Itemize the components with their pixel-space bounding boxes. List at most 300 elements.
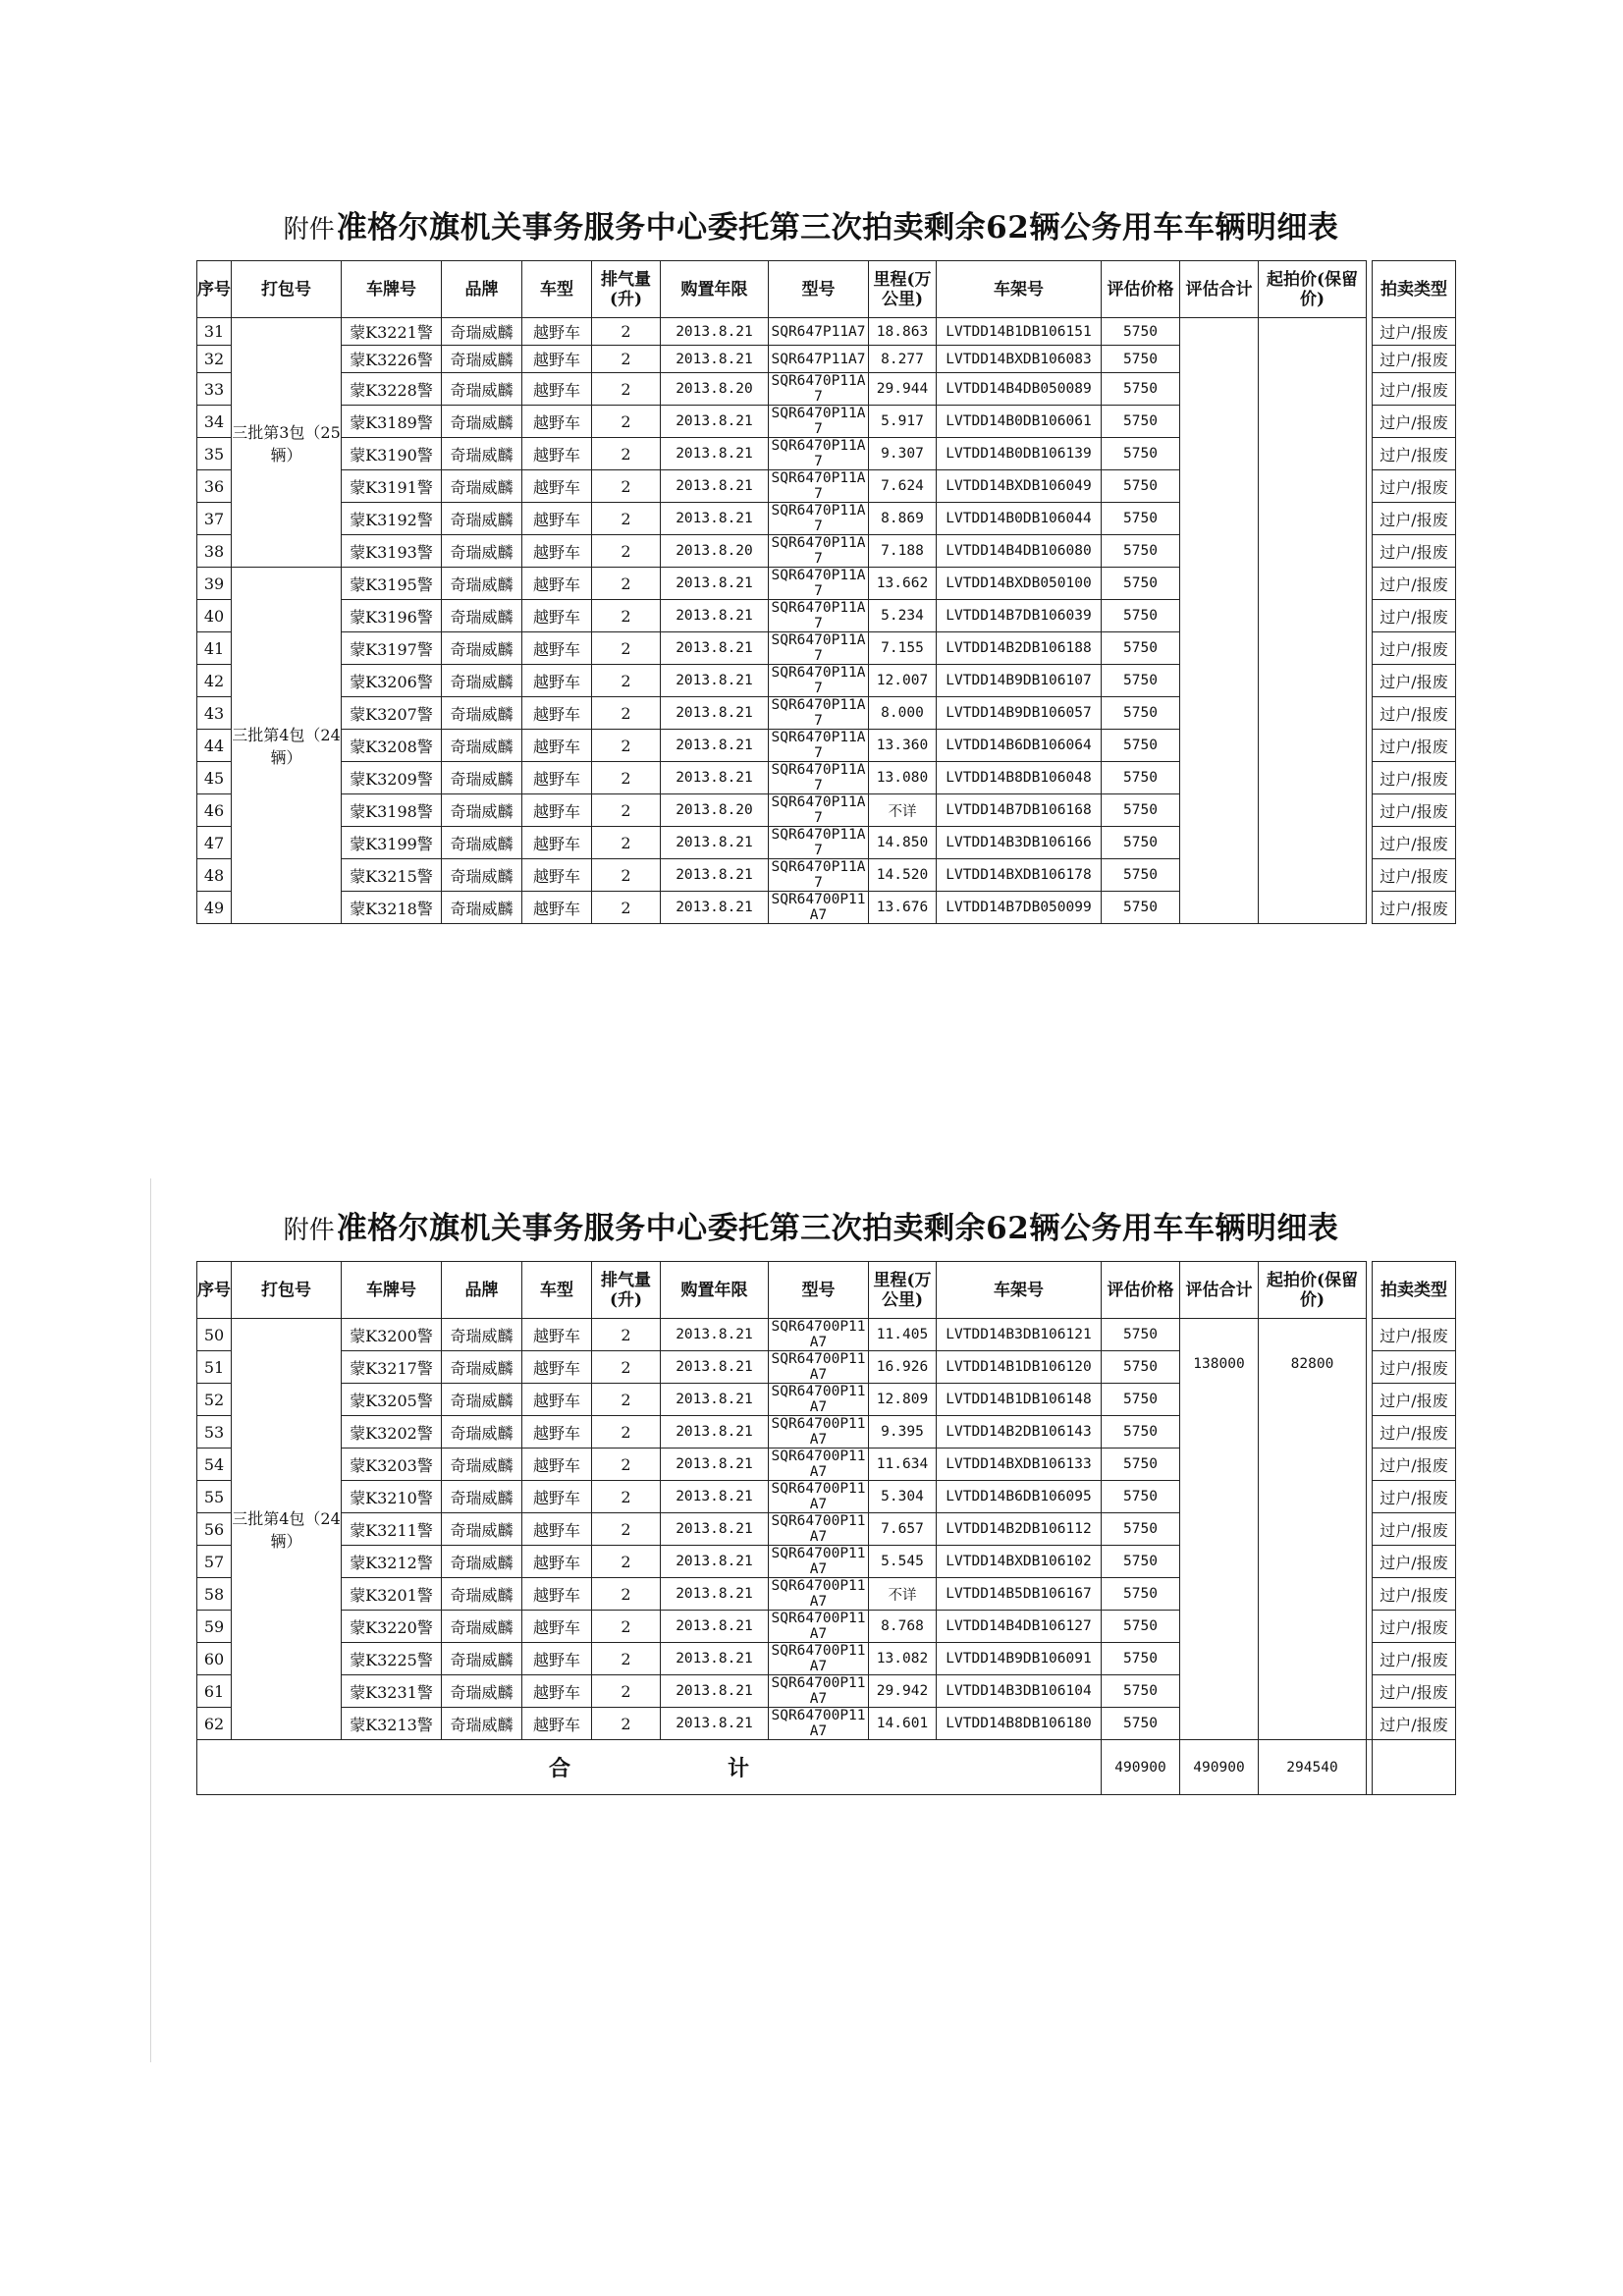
cell-type: 越野车 xyxy=(522,1416,592,1449)
table-row xyxy=(197,1319,1456,1351)
cell-brand: 奇瑞威麟 xyxy=(442,1675,522,1708)
cell-model: SQR6470P11A7 xyxy=(769,730,869,762)
cell-brand: 奇瑞威麟 xyxy=(442,1384,522,1416)
cell-type: 越野车 xyxy=(522,1513,592,1546)
cell-purchase-date: 2013.8.21 xyxy=(661,859,769,892)
cell-mileage: 5.917 xyxy=(869,406,937,438)
cell-vin: LVTDD14B5DB106167 xyxy=(937,1578,1102,1611)
header-seq: 序号 xyxy=(197,261,232,318)
cell-brand: 奇瑞威麟 xyxy=(442,1319,522,1351)
cell-auction-type: 过户/报废 xyxy=(1373,1319,1456,1351)
title-main: 准格尔旗机关事务服务中心委托第三次拍卖剩余62辆公务用车车辆明细表 xyxy=(336,210,1339,246)
cell-displacement: 2 xyxy=(592,503,661,535)
cell-brand: 奇瑞威麟 xyxy=(442,762,522,794)
cell-plate: 蒙K3197警 xyxy=(342,632,442,665)
cell-plate: 蒙K3198警 xyxy=(342,794,442,827)
header-eval-sum: 评估合计 xyxy=(1180,1262,1259,1319)
cell-auction-type: 过户/报废 xyxy=(1373,632,1456,665)
cell-brand: 奇瑞威麟 xyxy=(442,665,522,697)
cell-type: 越野车 xyxy=(522,470,592,503)
cell-brand: 奇瑞威麟 xyxy=(442,697,522,730)
cell-type: 越野车 xyxy=(522,1708,592,1740)
cell-vin: LVTDD14B6DB106064 xyxy=(937,730,1102,762)
cell-displacement: 2 xyxy=(592,1643,661,1675)
cell-vin: LVTDD14B1DB106151 xyxy=(937,318,1102,346)
cell-type: 越野车 xyxy=(522,1384,592,1416)
vehicle-table-2 xyxy=(196,1261,1456,1795)
cell-seq: 41 xyxy=(197,632,232,665)
cell-plate: 蒙K3191警 xyxy=(342,470,442,503)
cell-seq: 54 xyxy=(197,1449,232,1481)
cell-model: SQR6470P11A7 xyxy=(769,827,869,859)
cell-plate: 蒙K3209警 xyxy=(342,762,442,794)
total-eval-price: 490900 xyxy=(1102,1740,1180,1795)
header-vin: 车架号 xyxy=(937,1262,1102,1319)
cell-type: 越野车 xyxy=(522,1319,592,1351)
cell-auction-type: 过户/报废 xyxy=(1373,892,1456,924)
cell-auction-type: 过户/报废 xyxy=(1373,346,1456,373)
table-row xyxy=(197,318,1456,346)
cell-purchase-date: 2013.8.21 xyxy=(661,892,769,924)
cell-auction-type: 过户/报废 xyxy=(1373,568,1456,600)
cell-model: SQR6470P11A7 xyxy=(769,762,869,794)
cell-auction-type: 过户/报废 xyxy=(1373,859,1456,892)
cell-type: 越野车 xyxy=(522,346,592,373)
cell-model: SQR64700P11A7 xyxy=(769,1643,869,1675)
cell-mileage: 7.155 xyxy=(869,632,937,665)
cell-type: 越野车 xyxy=(522,859,592,892)
cell-brand: 奇瑞威麟 xyxy=(442,730,522,762)
cell-plate: 蒙K3231警 xyxy=(342,1675,442,1708)
cell-type: 越野车 xyxy=(522,1675,592,1708)
header-seq: 序号 xyxy=(197,1262,232,1319)
cell-purchase-date: 2013.8.21 xyxy=(661,346,769,373)
cell-seq: 58 xyxy=(197,1578,232,1611)
cell-type: 越野车 xyxy=(522,1578,592,1611)
cell-model: SQR6470P11A7 xyxy=(769,697,869,730)
cell-seq: 49 xyxy=(197,892,232,924)
cell-displacement: 2 xyxy=(592,535,661,568)
cell-auction-type: 过户/报废 xyxy=(1373,794,1456,827)
cell-auction-type: 过户/报废 xyxy=(1373,1351,1456,1384)
cell-purchase-date: 2013.8.21 xyxy=(661,1513,769,1546)
cell-mileage: 13.082 xyxy=(869,1643,937,1675)
cell-displacement: 2 xyxy=(592,318,661,346)
cell-auction-type: 过户/报废 xyxy=(1373,827,1456,859)
cell-vin: LVTDD14B9DB106091 xyxy=(937,1643,1102,1675)
cell-displacement: 2 xyxy=(592,373,661,406)
cell-start-price: 82800 xyxy=(1259,1319,1367,1740)
cell-purchase-date: 2013.8.21 xyxy=(661,1578,769,1611)
cell-plate: 蒙K3220警 xyxy=(342,1611,442,1643)
cell-plate: 蒙K3199警 xyxy=(342,827,442,859)
cell-mileage: 11.634 xyxy=(869,1449,937,1481)
cell-plate: 蒙K3228警 xyxy=(342,373,442,406)
cell-displacement: 2 xyxy=(592,1578,661,1611)
header-start-price: 起拍价(保留价) xyxy=(1259,261,1367,318)
cell-brand: 奇瑞威麟 xyxy=(442,1449,522,1481)
cell-eval-price: 5750 xyxy=(1102,535,1180,568)
cell-vin: LVTDD14BXDB106083 xyxy=(937,346,1102,373)
cell-type: 越野车 xyxy=(522,827,592,859)
cell-vin: LVTDD14B8DB106180 xyxy=(937,1708,1102,1740)
cell-seq: 46 xyxy=(197,794,232,827)
total-auction-type xyxy=(1373,1740,1456,1795)
cell-brand: 奇瑞威麟 xyxy=(442,406,522,438)
cell-auction-type: 过户/报废 xyxy=(1373,438,1456,470)
total-row xyxy=(197,1740,1456,1795)
cell-seq: 38 xyxy=(197,535,232,568)
cell-seq: 59 xyxy=(197,1611,232,1643)
cell-mileage: 8.768 xyxy=(869,1611,937,1643)
header-displacement: 排气量(升) xyxy=(592,1262,661,1319)
header-purchase-date: 购置年限 xyxy=(661,1262,769,1319)
header-brand: 品牌 xyxy=(442,1262,522,1319)
cell-brand: 奇瑞威麟 xyxy=(442,503,522,535)
cell-auction-type: 过户/报废 xyxy=(1373,1675,1456,1708)
cell-type: 越野车 xyxy=(522,568,592,600)
cell-model: SQR64700P11A7 xyxy=(769,1513,869,1546)
cell-auction-type: 过户/报废 xyxy=(1373,1384,1456,1416)
cell-mileage: 13.360 xyxy=(869,730,937,762)
cell-type: 越野车 xyxy=(522,438,592,470)
cell-seq: 32 xyxy=(197,346,232,373)
cell-mileage: 16.926 xyxy=(869,1351,937,1384)
cell-vin: LVTDD14B7DB050099 xyxy=(937,892,1102,924)
cell-auction-type: 过户/报废 xyxy=(1373,600,1456,632)
cell-vin: LVTDD14B0DB106044 xyxy=(937,503,1102,535)
cell-eval-price: 5750 xyxy=(1102,600,1180,632)
cell-mileage: 13.080 xyxy=(869,762,937,794)
cell-type: 越野车 xyxy=(522,632,592,665)
title-main: 准格尔旗机关事务服务中心委托第三次拍卖剩余62辆公务用车车辆明细表 xyxy=(336,1211,1339,1246)
cell-mileage: 不详 xyxy=(869,794,937,827)
cell-mileage: 14.520 xyxy=(869,859,937,892)
cell-purchase-date: 2013.8.21 xyxy=(661,1319,769,1351)
header-eval-sum: 评估合计 xyxy=(1180,261,1259,318)
cell-displacement: 2 xyxy=(592,600,661,632)
cell-model: SQR6470P11A7 xyxy=(769,406,869,438)
cell-type: 越野车 xyxy=(522,318,592,346)
header-brand: 品牌 xyxy=(442,261,522,318)
cell-mileage: 9.395 xyxy=(869,1416,937,1449)
cell-vin: LVTDD14B2DB106143 xyxy=(937,1416,1102,1449)
cell-eval-price: 5750 xyxy=(1102,632,1180,665)
cell-purchase-date: 2013.8.21 xyxy=(661,568,769,600)
cell-type: 越野车 xyxy=(522,697,592,730)
cell-model: SQR64700P11A7 xyxy=(769,1319,869,1351)
cell-type: 越野车 xyxy=(522,535,592,568)
cell-mileage: 8.000 xyxy=(869,697,937,730)
cell-vin: LVTDD14B3DB106104 xyxy=(937,1675,1102,1708)
cell-pack: 三批第3包（25辆） xyxy=(232,318,342,568)
cell-purchase-date: 2013.8.21 xyxy=(661,762,769,794)
cell-purchase-date: 2013.8.21 xyxy=(661,697,769,730)
cell-model: SQR6470P11A7 xyxy=(769,373,869,406)
cell-type: 越野车 xyxy=(522,600,592,632)
cell-auction-type: 过户/报废 xyxy=(1373,1416,1456,1449)
cell-eval-price: 5750 xyxy=(1102,568,1180,600)
table-header-row xyxy=(197,261,1456,318)
cell-purchase-date: 2013.8.21 xyxy=(661,1351,769,1384)
cell-plate: 蒙K3217警 xyxy=(342,1351,442,1384)
cell-seq: 40 xyxy=(197,600,232,632)
cell-mileage: 5.234 xyxy=(869,600,937,632)
cell-vin: LVTDD14B7DB106168 xyxy=(937,794,1102,827)
cell-purchase-date: 2013.8.21 xyxy=(661,665,769,697)
cell-mileage: 9.307 xyxy=(869,438,937,470)
cell-vin: LVTDD14BXDB106049 xyxy=(937,470,1102,503)
cell-brand: 奇瑞威麟 xyxy=(442,470,522,503)
cell-seq: 48 xyxy=(197,859,232,892)
cell-displacement: 2 xyxy=(592,827,661,859)
cell-model: SQR647P11A7 xyxy=(769,346,869,373)
cell-model: SQR6470P11A7 xyxy=(769,632,869,665)
cell-seq: 51 xyxy=(197,1351,232,1384)
cell-model: SQR64700P11A7 xyxy=(769,1578,869,1611)
cell-mileage: 14.601 xyxy=(869,1708,937,1740)
header-mileage: 里程(万公里) xyxy=(869,261,937,318)
cell-seq: 42 xyxy=(197,665,232,697)
cell-vin: LVTDD14B1DB106120 xyxy=(937,1351,1102,1384)
cell-mileage: 不详 xyxy=(869,1578,937,1611)
table-header-row xyxy=(197,1262,1456,1319)
cell-displacement: 2 xyxy=(592,1319,661,1351)
cell-plate: 蒙K3193警 xyxy=(342,535,442,568)
cell-plate: 蒙K3213警 xyxy=(342,1708,442,1740)
cell-vin: LVTDD14B6DB106095 xyxy=(937,1481,1102,1513)
cell-type: 越野车 xyxy=(522,373,592,406)
cell-purchase-date: 2013.8.21 xyxy=(661,1416,769,1449)
header-vin: 车架号 xyxy=(937,261,1102,318)
cell-plate: 蒙K3192警 xyxy=(342,503,442,535)
cell-plate: 蒙K3215警 xyxy=(342,859,442,892)
cell-eval-price: 5750 xyxy=(1102,406,1180,438)
cell-mileage: 7.657 xyxy=(869,1513,937,1546)
cell-purchase-date: 2013.8.21 xyxy=(661,318,769,346)
cell-seq: 39 xyxy=(197,568,232,600)
cell-seq: 36 xyxy=(197,470,232,503)
title-prefix: 附件 xyxy=(283,215,335,245)
cell-purchase-date: 2013.8.21 xyxy=(661,730,769,762)
cell-plate: 蒙K3202警 xyxy=(342,1416,442,1449)
cell-auction-type: 过户/报废 xyxy=(1373,535,1456,568)
cell-eval-price: 5750 xyxy=(1102,470,1180,503)
cell-brand: 奇瑞威麟 xyxy=(442,535,522,568)
cell-plate: 蒙K3205警 xyxy=(342,1384,442,1416)
header-type: 车型 xyxy=(522,1262,592,1319)
cell-displacement: 2 xyxy=(592,568,661,600)
cell-displacement: 2 xyxy=(592,1675,661,1708)
cell-purchase-date: 2013.8.21 xyxy=(661,503,769,535)
cell-auction-type: 过户/报废 xyxy=(1373,762,1456,794)
cell-plate: 蒙K3189警 xyxy=(342,406,442,438)
cell-mileage: 8.277 xyxy=(869,346,937,373)
cell-vin: LVTDD14B8DB106048 xyxy=(937,762,1102,794)
cell-displacement: 2 xyxy=(592,1513,661,1546)
cell-type: 越野车 xyxy=(522,1351,592,1384)
cell-displacement: 2 xyxy=(592,665,661,697)
cell-eval-price: 5750 xyxy=(1102,1449,1180,1481)
cell-seq: 52 xyxy=(197,1384,232,1416)
cell-brand: 奇瑞威麟 xyxy=(442,600,522,632)
cell-displacement: 2 xyxy=(592,438,661,470)
cell-plate: 蒙K3208警 xyxy=(342,730,442,762)
cell-eval-price: 5750 xyxy=(1102,892,1180,924)
cell-type: 越野车 xyxy=(522,1643,592,1675)
cell-eval-price: 5750 xyxy=(1102,1675,1180,1708)
cell-type: 越野车 xyxy=(522,1449,592,1481)
header-pack: 打包号 xyxy=(232,1262,342,1319)
cell-eval-price: 5750 xyxy=(1102,318,1180,346)
cell-plate: 蒙K3196警 xyxy=(342,600,442,632)
cell-seq: 43 xyxy=(197,697,232,730)
cell-vin: LVTDD14B4DB106080 xyxy=(937,535,1102,568)
cell-eval-price: 5750 xyxy=(1102,1708,1180,1740)
cell-purchase-date: 2013.8.21 xyxy=(661,1708,769,1740)
cell-brand: 奇瑞威麟 xyxy=(442,632,522,665)
cell-type: 越野车 xyxy=(522,794,592,827)
cell-auction-type: 过户/报废 xyxy=(1373,1546,1456,1578)
cell-eval-price: 5750 xyxy=(1102,1319,1180,1351)
cell-seq: 56 xyxy=(197,1513,232,1546)
header-purchase-date: 购置年限 xyxy=(661,261,769,318)
cell-eval-sum xyxy=(1180,318,1259,924)
header-plate: 车牌号 xyxy=(342,1262,442,1319)
header-start-price: 起拍价(保留价) xyxy=(1259,1262,1367,1319)
cell-seq: 37 xyxy=(197,503,232,535)
cell-purchase-date: 2013.8.21 xyxy=(661,1481,769,1513)
cell-model: SQR64700P11A7 xyxy=(769,1384,869,1416)
cell-displacement: 2 xyxy=(592,697,661,730)
cell-seq: 57 xyxy=(197,1546,232,1578)
cell-vin: LVTDD14BXDB106102 xyxy=(937,1546,1102,1578)
cell-purchase-date: 2013.8.21 xyxy=(661,1643,769,1675)
cell-plate: 蒙K3201警 xyxy=(342,1578,442,1611)
cell-seq: 50 xyxy=(197,1319,232,1351)
cell-mileage: 11.405 xyxy=(869,1319,937,1351)
cell-eval-price: 5750 xyxy=(1102,1384,1180,1416)
cell-eval-price: 5750 xyxy=(1102,1481,1180,1513)
cell-vin: LVTDD14B3DB106166 xyxy=(937,827,1102,859)
cell-seq: 33 xyxy=(197,373,232,406)
cell-brand: 奇瑞威麟 xyxy=(442,1513,522,1546)
cell-purchase-date: 2013.8.21 xyxy=(661,1675,769,1708)
cell-plate: 蒙K3195警 xyxy=(342,568,442,600)
header-eval-price: 评估价格 xyxy=(1102,1262,1180,1319)
cell-purchase-date: 2013.8.20 xyxy=(661,373,769,406)
cell-eval-price: 5750 xyxy=(1102,827,1180,859)
cell-displacement: 2 xyxy=(592,346,661,373)
cell-brand: 奇瑞威麟 xyxy=(442,373,522,406)
cell-model: SQR64700P11A7 xyxy=(769,892,869,924)
cell-model: SQR647P11A7 xyxy=(769,318,869,346)
cell-eval-price: 5750 xyxy=(1102,1416,1180,1449)
cell-mileage: 29.942 xyxy=(869,1675,937,1708)
cell-pack: 三批第4包（24辆） xyxy=(232,1319,342,1740)
cell-seq: 45 xyxy=(197,762,232,794)
cell-eval-price: 5750 xyxy=(1102,373,1180,406)
cell-brand: 奇瑞威麟 xyxy=(442,1416,522,1449)
cell-brand: 奇瑞威麟 xyxy=(442,346,522,373)
cell-displacement: 2 xyxy=(592,1708,661,1740)
cell-displacement: 2 xyxy=(592,1416,661,1449)
cell-eval-price: 5750 xyxy=(1102,697,1180,730)
cell-type: 越野车 xyxy=(522,665,592,697)
cell-vin: LVTDD14B7DB106039 xyxy=(937,600,1102,632)
cell-auction-type: 过户/报废 xyxy=(1373,1513,1456,1546)
cell-seq: 35 xyxy=(197,438,232,470)
cell-type: 越野车 xyxy=(522,1546,592,1578)
cell-pack: 三批第4包（24辆） xyxy=(232,568,342,924)
cell-model: SQR6470P11A7 xyxy=(769,503,869,535)
cell-plate: 蒙K3200警 xyxy=(342,1319,442,1351)
cell-brand: 奇瑞威麟 xyxy=(442,1708,522,1740)
cell-vin: LVTDD14B1DB106148 xyxy=(937,1384,1102,1416)
header-model: 型号 xyxy=(769,1262,869,1319)
cell-mileage: 12.809 xyxy=(869,1384,937,1416)
document-title-2 xyxy=(196,1210,1426,1247)
cell-eval-price: 5750 xyxy=(1102,794,1180,827)
cell-brand: 奇瑞威麟 xyxy=(442,568,522,600)
cell-displacement: 2 xyxy=(592,1611,661,1643)
cell-mileage: 14.850 xyxy=(869,827,937,859)
cell-auction-type: 过户/报废 xyxy=(1373,318,1456,346)
cell-seq: 62 xyxy=(197,1708,232,1740)
cell-model: SQR6470P11A7 xyxy=(769,535,869,568)
cell-purchase-date: 2013.8.21 xyxy=(661,600,769,632)
cell-eval-sum: 138000 xyxy=(1180,1319,1259,1740)
cell-purchase-date: 2013.8.21 xyxy=(661,827,769,859)
cell-vin: LVTDD14B0DB106061 xyxy=(937,406,1102,438)
cell-auction-type: 过户/报废 xyxy=(1373,697,1456,730)
cell-vin: LVTDD14B3DB106121 xyxy=(937,1319,1102,1351)
cell-mileage: 5.545 xyxy=(869,1546,937,1578)
cell-mileage: 12.007 xyxy=(869,665,937,697)
cell-model: SQR64700P11A7 xyxy=(769,1449,869,1481)
cell-displacement: 2 xyxy=(592,470,661,503)
cell-auction-type: 过户/报废 xyxy=(1373,1611,1456,1643)
cell-displacement: 2 xyxy=(592,1449,661,1481)
cell-model: SQR64700P11A7 xyxy=(769,1611,869,1643)
cell-model: SQR6470P11A7 xyxy=(769,600,869,632)
cell-purchase-date: 2013.8.21 xyxy=(661,1449,769,1481)
total-start-price: 294540 xyxy=(1259,1740,1367,1795)
cell-seq: 53 xyxy=(197,1416,232,1449)
cell-seq: 31 xyxy=(197,318,232,346)
cell-purchase-date: 2013.8.21 xyxy=(661,470,769,503)
cell-vin: LVTDD14B0DB106139 xyxy=(937,438,1102,470)
cell-eval-price: 5750 xyxy=(1102,730,1180,762)
cell-displacement: 2 xyxy=(592,730,661,762)
cell-seq: 60 xyxy=(197,1643,232,1675)
cell-displacement: 2 xyxy=(592,632,661,665)
cell-mileage: 8.869 xyxy=(869,503,937,535)
cell-plate: 蒙K3221警 xyxy=(342,318,442,346)
section-2 xyxy=(196,1210,1448,1795)
cell-brand: 奇瑞威麟 xyxy=(442,1578,522,1611)
cell-purchase-date: 2013.8.21 xyxy=(661,1611,769,1643)
cell-model: SQR6470P11A7 xyxy=(769,438,869,470)
cell-vin: LVTDD14B9DB106057 xyxy=(937,697,1102,730)
cell-vin: LVTDD14B4DB050089 xyxy=(937,373,1102,406)
cell-eval-price: 5750 xyxy=(1102,346,1180,373)
cell-auction-type: 过户/报废 xyxy=(1373,503,1456,535)
cell-brand: 奇瑞威麟 xyxy=(442,892,522,924)
cell-plate: 蒙K3190警 xyxy=(342,438,442,470)
cell-mileage: 29.944 xyxy=(869,373,937,406)
header-plate: 车牌号 xyxy=(342,261,442,318)
